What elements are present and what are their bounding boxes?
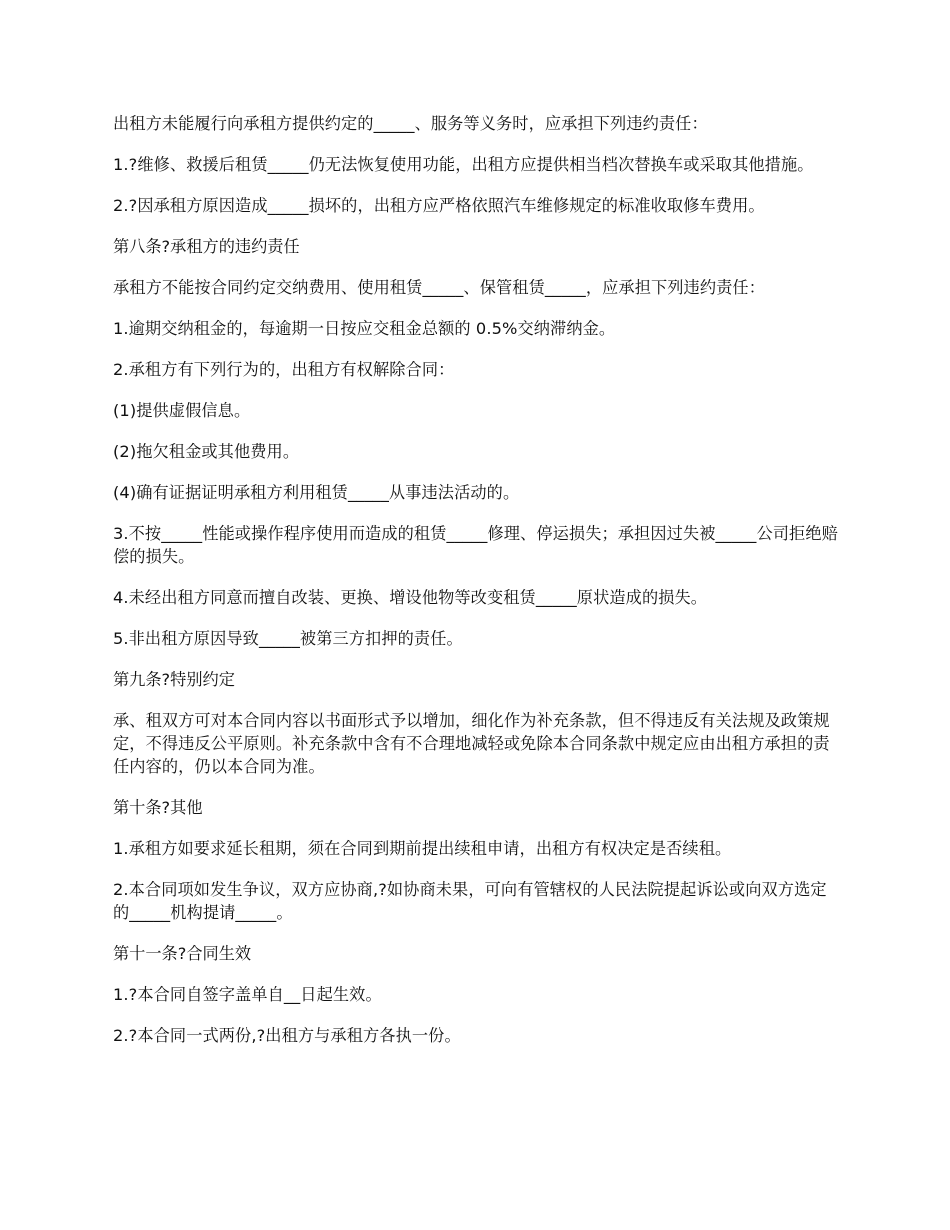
paragraph-illegal-use: (4)确有证据证明承租方利用租赁_____从事违法活动的。 [113, 483, 520, 502]
paragraph-copies: 2.?本合同一式两份,?出租方与承租方各执一份。 [113, 1026, 461, 1045]
paragraph-dispute-resolution: 2.本合同项如发生争议，双方应协商,?如协商未果，可向有管辖权的人民法院提起诉讼或向双方选定的_____机构提请_____。 [113, 880, 827, 922]
section-heading-article-9: 第九条?特别约定 [113, 670, 235, 689]
paragraph-improper-operation: 3.不按_____性能或操作程序使用而造成的租赁_____修理、停运损失；承担因过失被_____公司拒绝赔偿的损失。 [113, 524, 838, 566]
paragraph-false-info: (1)提供虚假信息。 [113, 401, 251, 420]
section-heading-article-8: 第八条?承租方的违约责任 [113, 237, 300, 256]
paragraph-termination-rights: 2.承租方有下列行为的，出租方有权解除合同： [113, 360, 455, 379]
section-heading-article-11: 第十一条?合同生效 [113, 944, 252, 963]
paragraph-lessee-breach-intro: 承租方不能按合同约定交纳费用、使用租赁_____、保管租赁_____，应承担下列违约责任： [113, 278, 765, 297]
paragraph-effective-date: 1.?本合同自签字盖单自__日起生效。 [113, 985, 382, 1004]
paragraph-lessee-damage: 2.?因承租方原因造成_____损坏的，出租方应严格依照汽车维修规定的标准收取修车费用。 [113, 196, 765, 215]
paragraph-third-party-seizure: 5.非出租方原因导致_____被第三方扣押的责任。 [113, 629, 463, 648]
paragraph-lease-extension: 1.承租方如要求延长租期，须在合同到期前提出续租申请，出租方有权决定是否续租。 [113, 839, 732, 858]
paragraph-arrears: (2)拖欠租金或其他费用。 [113, 442, 300, 461]
document-body [113, 112, 838, 1065]
paragraph-special-agreement: 承、租双方可对本合同内容以书面形式予以增加，细化作为补充条款，但不得违反有关法规及政策规定，不得违反公平原则。补充条款中含有不合理地减轻或免除本合同条款中规定应由出租方承担的责任内容的，仍以本合同为准。 [113, 711, 830, 776]
section-heading-article-10: 第十条?其他 [113, 798, 203, 817]
paragraph-late-payment: 1.逾期交纳租金的，每逾期一日按应交租金总额的 0.5%交纳滞纳金。 [113, 319, 616, 338]
paragraph-repair-replacement: 1.?维修、救援后租赁_____仍无法恢复使用功能，出租方应提供相当档次替换车或采取其他措施。 [113, 155, 814, 174]
paragraph-lessor-breach-intro: 出租方未能履行向承租方提供约定的_____、服务等义务时，应承担下列违约责任： [113, 114, 708, 133]
paragraph-unauthorized-modification: 4.未经出租方同意而擅自改装、更换、增设他物等改变租赁_____原状造成的损失。 [113, 588, 708, 607]
